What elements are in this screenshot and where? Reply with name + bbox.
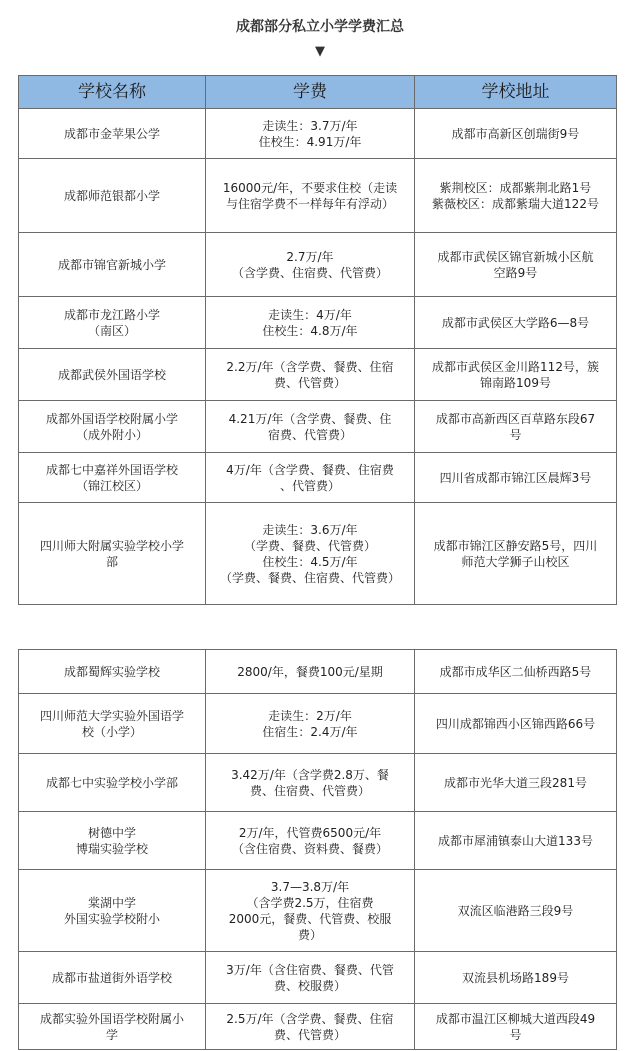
table-header-row [19,76,617,109]
address-cell [415,109,617,159]
tuition-cell-line: 走读生：3.7万/年 [262,118,358,133]
school-name-cell-line: 棠湖中学 [87,895,136,910]
school-name-cell-line: 成都市盐道街外语学校 [51,970,172,985]
address-cell-line: 双流县机场路189号 [462,970,569,985]
tuition-cell [206,812,415,870]
school-name-cell [19,503,206,605]
table-row [19,1004,617,1050]
school-name-cell-line: 四川师范大学实验外国语学 [39,708,184,723]
tuition-cell-line: 宿费、代管费） [267,427,352,442]
tuition-cell-line: 住校生：4.5万/年 [262,554,358,569]
school-name-cell-line: 成都七中嘉祥外国语学校 [45,462,178,477]
tuition-cell-line: 住校生：4.8万/年 [262,323,358,338]
address-cell-line: 号 [509,427,522,442]
school-name-cell [19,109,206,159]
school-name-cell-line: 成都外国语学校附属小学 [45,411,178,426]
page-break-gap [18,633,616,649]
tuition-cell-line: 与住宿学费不一样每年有浮动） [225,196,394,211]
school-name-cell [19,952,206,1004]
table-row [19,754,617,812]
address-cell [415,233,617,297]
table-row [19,109,617,159]
tuition-cell [206,453,415,503]
school-name-cell [19,401,206,453]
address-cell [415,297,617,349]
address-cell-line: 成都市犀浦镇泰山大道133号 [438,833,593,848]
school-name-cell-line: 树德中学 [87,825,136,840]
tuition-cell [206,694,415,754]
tuition-cell-line: 费、代管费） [273,375,346,390]
school-name-cell [19,1004,206,1050]
address-cell [415,1004,617,1050]
table-row [19,812,617,870]
tuition-cell [206,1004,415,1050]
address-cell-line: 紫荆校区：成都紫荆北路1号 [439,180,592,195]
school-name-cell [19,650,206,694]
table-row [19,870,617,952]
school-name-cell-line: 成都七中实验学校小学部 [45,775,178,790]
address-cell-line: 号 [509,1027,522,1042]
table-row [19,233,617,297]
tuition-cell [206,109,415,159]
school-name-cell-line: （南区） [87,323,136,338]
school-name-cell-line: 部 [105,554,118,569]
tuition-cell [206,159,415,233]
header-school-address: 学校地址 [415,76,617,109]
school-name-cell-line: 四川师大附属实验学校小学 [39,538,184,553]
school-name-cell-line: 博瑞实验学校 [75,841,148,856]
school-name-cell-line: 成都实验外国语学校附属小 [39,1011,184,1026]
address-cell-line: 四川省成都市锦江区晨辉3号 [439,470,592,485]
page-title: 成都部分私立小学学费汇总 [236,19,404,35]
address-cell [415,349,617,401]
tuition-cell-line: （含学费2.5万，住宿费 [246,895,374,910]
table-row [19,349,617,401]
tuition-cell [206,349,415,401]
school-name-cell-line: （锦江校区） [75,478,148,493]
tuition-cell [206,401,415,453]
table-row [19,503,617,605]
address-cell-line: 成都市武侯区锦官新城小区航 [437,249,594,264]
tuition-cell-line: （含住宿费、资料费、餐费） [231,841,388,856]
school-name-cell [19,349,206,401]
address-cell-line: 成都市成华区二仙桥西路5号 [439,664,592,679]
address-cell-line: 锦南路109号 [480,375,551,390]
address-cell [415,650,617,694]
tuition-cell-line: 2.7万/年 [286,249,334,264]
address-cell-line: 四川成都锦西小区锦西路66号 [435,716,596,731]
tuition-cell [206,233,415,297]
school-name-cell-line: 成都师范银都小学 [63,188,160,203]
table-row [19,650,617,694]
address-cell-line: 成都市高新西区百草路东段67 [435,411,596,426]
tuition-cell-line: 费） [297,927,322,942]
school-name-cell-line: 成都蜀辉实验学校 [63,664,160,679]
table-row [19,694,617,754]
tuition-cell-line: （学费、餐费、代管费） [243,538,376,553]
address-cell [415,754,617,812]
tuition-cell [206,870,415,952]
school-name-cell [19,754,206,812]
tuition-cell-line: 2.5万/年（含学费、餐费、住宿 [226,1011,394,1026]
school-name-cell-line: （成外附小） [75,427,148,442]
address-cell-line: 成都市光华大道三段281号 [444,775,587,790]
school-name-cell-line: 成都市锦官新城小学 [57,257,166,272]
tuition-cell-line: （含学费、住宿费、代管费） [231,265,388,280]
address-cell-line: 成都市锦江区静安路5号，四川 [433,538,598,553]
school-name-cell-line: 成都市龙江路小学 [63,307,160,322]
address-cell [415,694,617,754]
tuition-cell [206,297,415,349]
header-tuition: 学费 [206,76,415,109]
tuition-cell-line: 3.42万/年（含学费2.8万、餐 [231,767,389,782]
school-name-cell [19,870,206,952]
address-cell-line: 空路9号 [493,265,538,280]
table-row [19,297,617,349]
school-name-cell [19,297,206,349]
address-cell [415,453,617,503]
tuition-cell-line: 2万/年，代管费6500元/年 [238,825,382,840]
school-name-cell-line: 成都武侯外国语学校 [57,367,166,382]
tuition-cell-line: 住校生：4.91万/年 [258,134,362,149]
tuition-cell-line: 16000元/年，不要求住校（走读 [222,180,398,195]
tuition-cell-line: 3.7—3.8万/年 [270,879,350,894]
table-row [19,159,617,233]
address-cell-line: 紫薇校区：成都紫瑞大道122号 [432,196,599,211]
tuition-cell-line: （学费、餐费、住宿费、代管费） [219,570,400,585]
address-cell-line: 成都市武侯区金川路112号，簇 [432,359,599,374]
address-cell-line: 师范大学狮子山校区 [461,554,570,569]
tuition-cell-line: 2800/年，餐费100元/星期 [237,664,383,679]
address-cell-line: 成都市武侯区大学路6—8号 [441,315,590,330]
school-name-cell-line: 成都市金苹果公学 [63,126,160,141]
school-name-cell-line: 校（小学） [81,724,142,739]
address-cell [415,159,617,233]
school-name-cell [19,233,206,297]
down-arrow-icon: ▼ [315,44,325,59]
school-name-cell [19,159,206,233]
tuition-cell-line: 费、校服费） [273,978,346,993]
table-row [19,401,617,453]
tuition-cell-line: 走读生：2万/年 [268,708,352,723]
fee-table-part-2 [18,649,617,1050]
tuition-cell-line: 2.2万/年（含学费、餐费、住宿 [226,359,394,374]
tuition-cell-line: 4.21万/年（含学费、餐费、住 [228,411,392,426]
tuition-cell-line: 4万/年（含学费、餐费、住宿费 [226,462,394,477]
address-cell-line: 成都市高新区创瑞街9号 [451,126,580,141]
tuition-cell-line: 走读生：4万/年 [268,307,352,322]
tuition-cell-line: 费、代管费） [273,1027,346,1042]
table-row [19,952,617,1004]
tuition-cell [206,754,415,812]
header-school-name: 学校名称 [19,76,206,109]
tuition-cell [206,952,415,1004]
tuition-cell-line: 走读生：3.6万/年 [262,522,358,537]
tuition-cell-line: 、代管费） [279,478,340,493]
address-cell [415,812,617,870]
school-name-cell-line: 外国实验学校附小 [63,911,160,926]
table-row [19,453,617,503]
tuition-cell-line: 费、住宿费、代管费） [249,783,370,798]
address-cell [415,503,617,605]
school-name-cell-line: 学 [105,1027,118,1042]
address-cell [415,952,617,1004]
tuition-cell-line: 3万/年（含住宿费、餐费、代管 [226,962,394,977]
tuition-cell-line: 住宿生：2.4万/年 [262,724,358,739]
tuition-cell-line: 2000元，餐费、代管费、校服 [228,911,392,926]
tuition-cell [206,650,415,694]
address-cell-line: 成都市温江区柳城大道西段49 [435,1011,596,1026]
fee-table-part-1 [18,75,617,605]
address-cell-line: 双流区临港路三段9号 [457,903,574,918]
school-name-cell [19,694,206,754]
school-name-cell [19,812,206,870]
tuition-cell [206,503,415,605]
address-cell [415,401,617,453]
address-cell [415,870,617,952]
school-name-cell [19,453,206,503]
